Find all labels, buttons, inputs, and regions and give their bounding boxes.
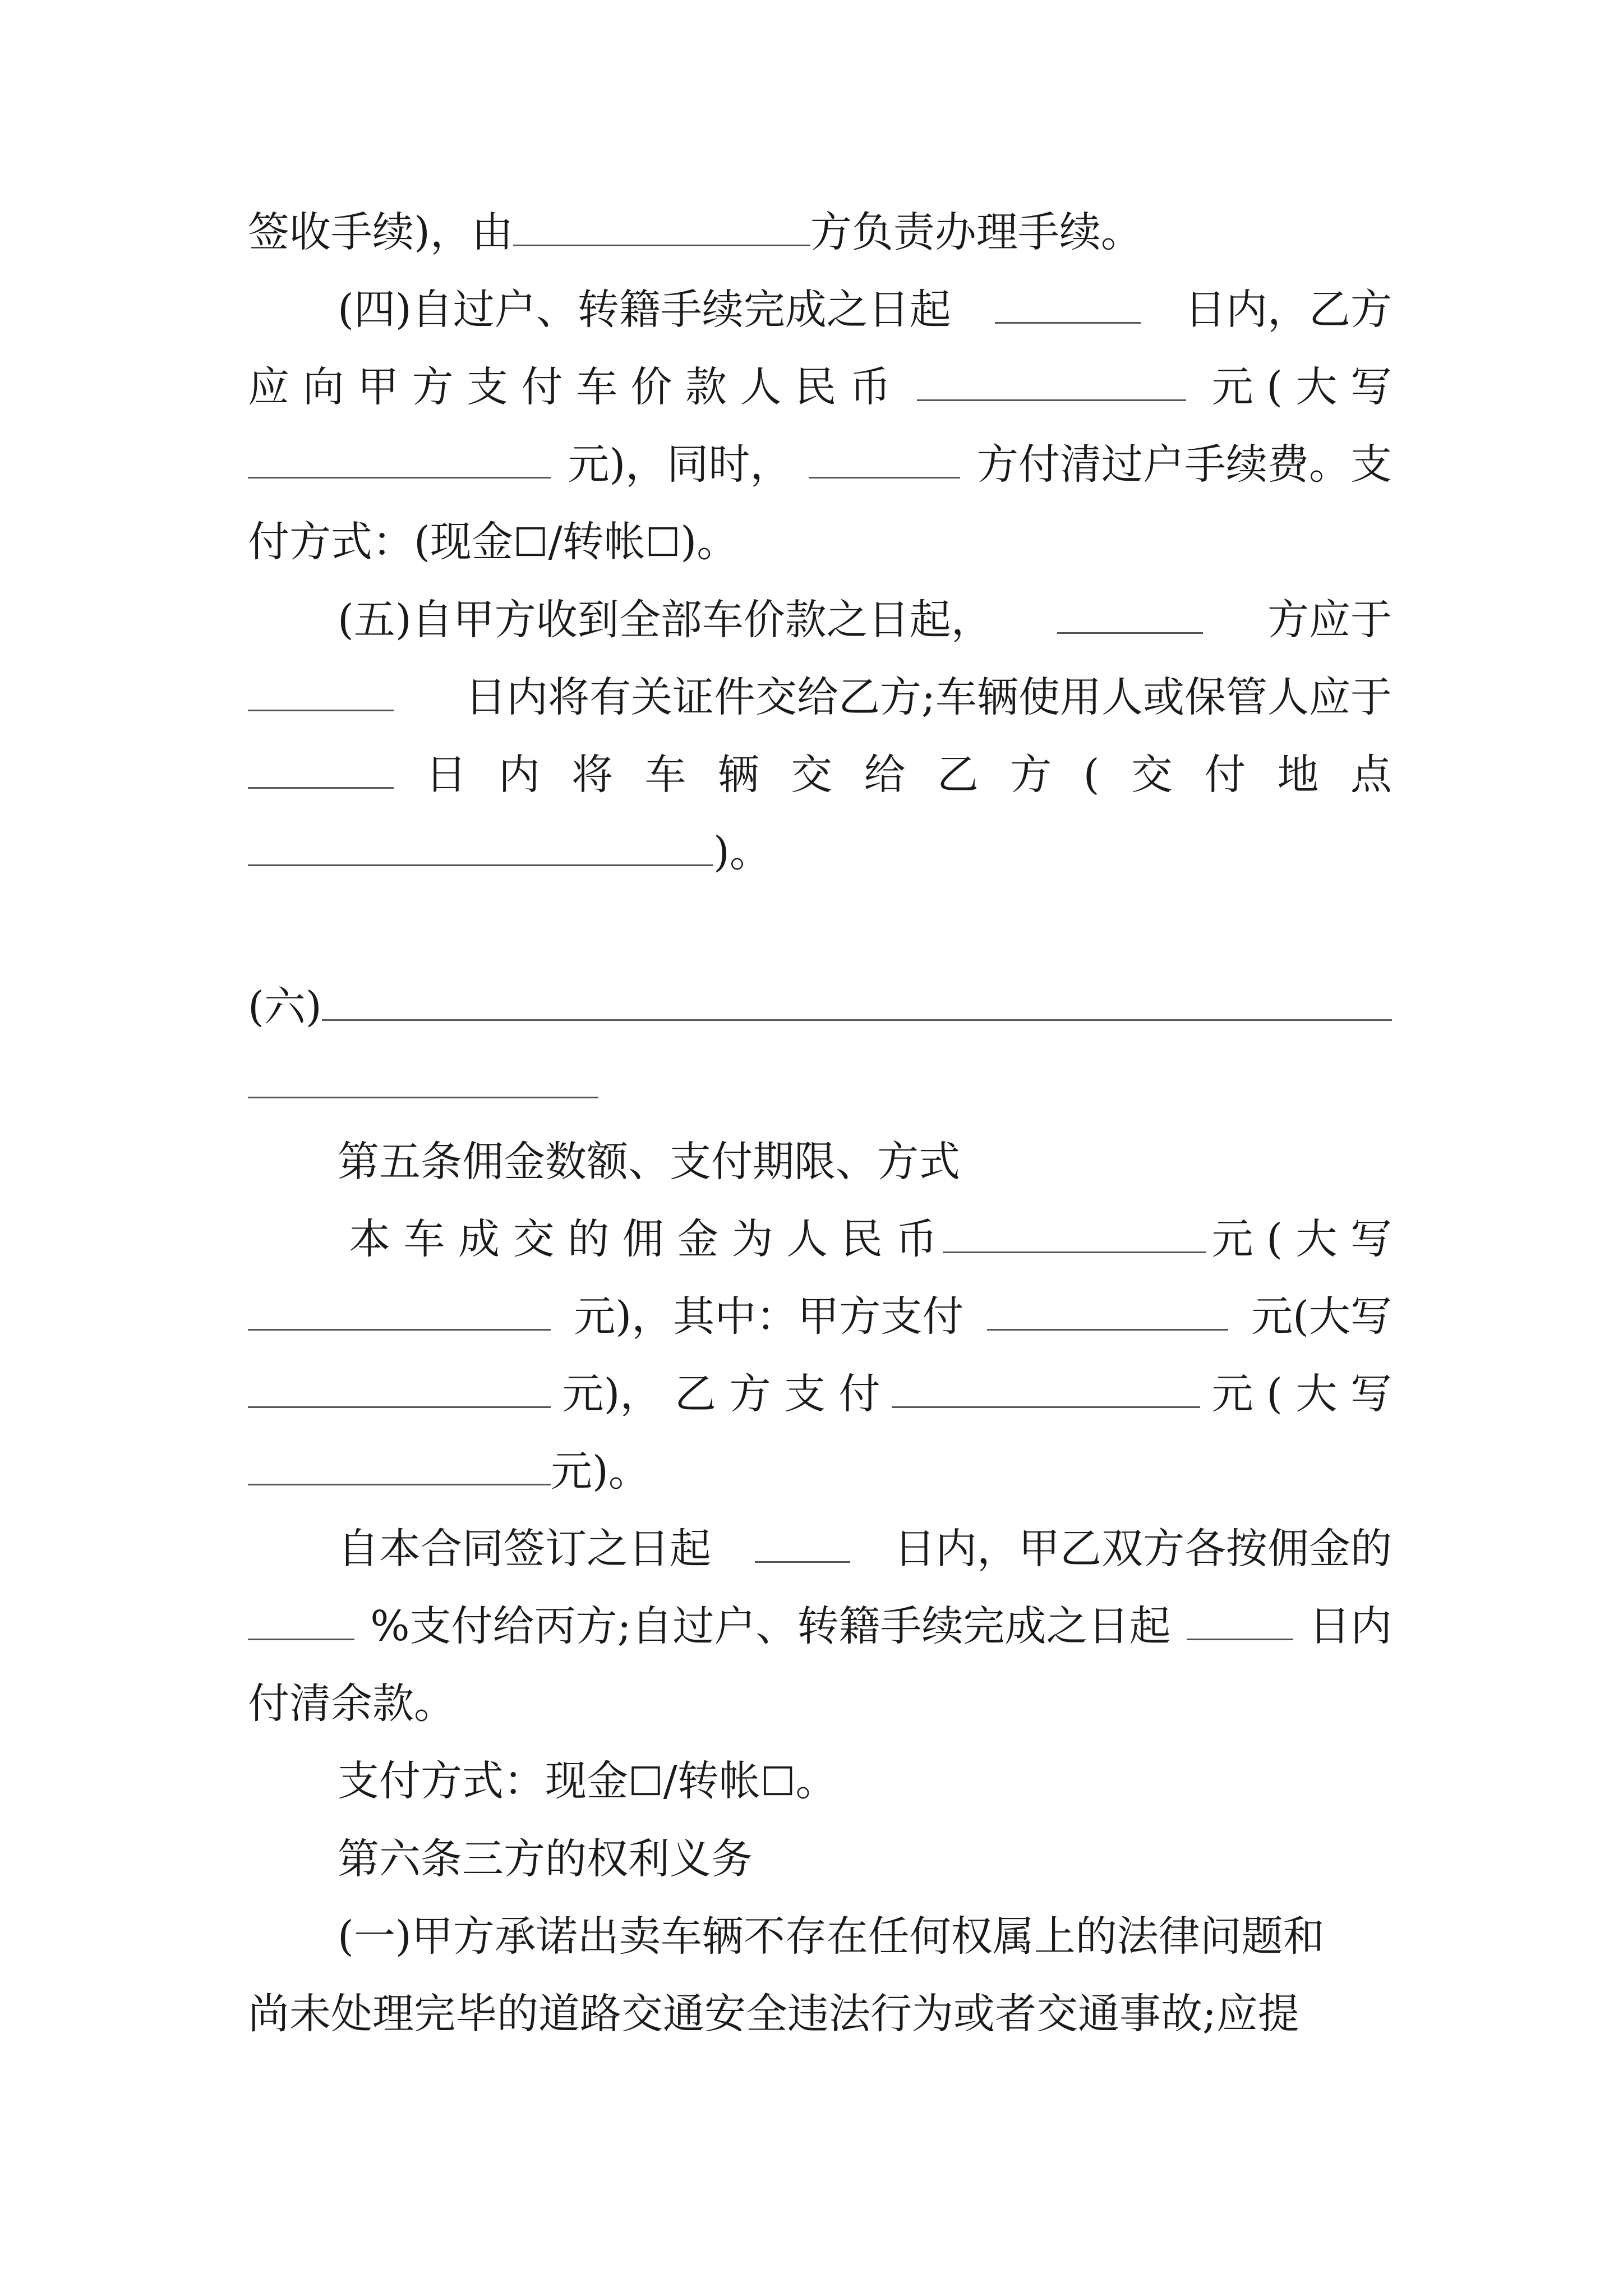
blank-line	[755, 1524, 850, 1563]
blank-line	[513, 208, 810, 246]
blank-line	[995, 285, 1141, 324]
text: 支付方式：现金	[338, 1757, 628, 1805]
para-line	[248, 1278, 1392, 1355]
blank-line	[248, 1060, 598, 1098]
blank-line	[809, 440, 960, 478]
para-line	[248, 194, 1392, 271]
para-line	[248, 348, 1392, 426]
blank-line	[987, 1292, 1228, 1331]
text: 交	[1131, 751, 1173, 799]
blank-line	[248, 750, 394, 789]
text: 元 ( 大 写	[1211, 1370, 1392, 1418]
text: /转帐	[663, 1757, 760, 1805]
text: 尚未处理完毕的道路交通安全违法行为或者交通事故;应提	[248, 1990, 1299, 2038]
text: 。	[795, 1757, 837, 1805]
para-line	[248, 1046, 1392, 1123]
blank-line	[248, 1292, 551, 1331]
blank-line	[892, 1369, 1200, 1408]
blank-line	[1057, 595, 1203, 634]
para-line	[248, 581, 1392, 659]
text: 方	[1010, 751, 1052, 799]
text: (四)自过户、转籍手续完成之日起	[338, 286, 951, 334]
para-line	[248, 1433, 1392, 1510]
text: 元)， 乙 方 支 付	[562, 1370, 880, 1418]
text: 第五条佣金数额、支付期限、方式	[338, 1138, 960, 1186]
text: 辆	[717, 751, 759, 799]
para-line	[248, 1510, 1392, 1588]
blank-line	[248, 827, 713, 866]
text: 元(大写	[1251, 1292, 1392, 1341]
blank-line	[248, 1602, 354, 1640]
para-line	[248, 1665, 1392, 1742]
para-line	[248, 968, 1392, 1046]
text: 给	[864, 751, 906, 799]
para-line	[248, 813, 1392, 891]
para-line	[248, 1200, 1392, 1278]
contract-text	[248, 194, 1392, 2053]
text: 点	[1350, 751, 1392, 799]
text: %支付给丙方;自过户、转籍手续完成之日起	[370, 1602, 1171, 1650]
text: 日	[425, 751, 467, 799]
para-line	[248, 736, 1392, 813]
text: 付清余款。	[248, 1680, 455, 1728]
text: 日内	[1309, 1602, 1392, 1650]
text: /转帐	[548, 518, 645, 566]
text: 日内，甲乙双方各按佣金的	[894, 1525, 1392, 1573]
blank-line	[917, 362, 1186, 401]
checkbox-icon: ☐	[513, 519, 548, 565]
text: (六)	[248, 983, 322, 1031]
text: 付方式：(现金	[248, 518, 513, 566]
text: )。	[680, 518, 739, 566]
text: 自本合同签订之日起	[338, 1525, 711, 1573]
text: 签收手续)，由	[248, 208, 513, 256]
text: 方付清过户手续费。支	[977, 440, 1392, 489]
text: 方负责办理手续。	[810, 208, 1142, 256]
para-line	[248, 271, 1392, 348]
blank-line	[322, 982, 1392, 1021]
blank-line	[248, 1369, 551, 1408]
text: (五)自甲方收到全部车价款之日起，	[338, 596, 993, 644]
text: (	[1083, 751, 1100, 799]
para-line	[248, 503, 1392, 581]
text: 本 车 成 交 的 佣 金 为 人 民 币	[349, 1215, 938, 1263]
text: (一)甲方承诺出卖车辆不存在任何权属上的法律问题和	[338, 1912, 1325, 1961]
text: 第六条三方的权利义务	[338, 1835, 753, 1883]
blank-line	[943, 1214, 1206, 1253]
blank-line	[248, 440, 551, 478]
blank-line	[248, 673, 394, 711]
blank-line	[1187, 1602, 1293, 1640]
text: 交	[791, 751, 833, 799]
checkbox-icon: ☐	[628, 1759, 663, 1805]
text: 将	[571, 751, 614, 799]
article-6-title	[248, 1820, 1392, 1898]
text: 应 向 甲 方 支 付 车 价 款 人 民 币	[248, 363, 891, 411]
text: 内	[498, 751, 540, 799]
checkbox-icon: ☐	[645, 519, 681, 565]
para-line	[248, 1355, 1392, 1433]
blank-line	[248, 1447, 551, 1485]
para-line	[248, 1898, 1392, 1975]
text: 乙	[937, 751, 979, 799]
text: 日内，乙方	[1184, 286, 1392, 334]
para-line	[248, 659, 1392, 736]
para-line	[248, 1975, 1392, 2053]
text: 方应于	[1267, 596, 1392, 644]
article-5-title	[248, 1123, 1392, 1200]
text: 元)，同时，	[568, 440, 792, 489]
text: 车	[644, 751, 686, 799]
text: )。	[713, 828, 771, 876]
text: 付	[1204, 751, 1246, 799]
text: 元 ( 大 写	[1211, 363, 1392, 411]
text: 元 ( 大 写	[1211, 1215, 1392, 1263]
para-line	[248, 1742, 1392, 1820]
para-line	[248, 1588, 1392, 1665]
spacer	[248, 891, 1392, 968]
text: 日内将有关证件交给乙方;车辆使用人或保管人应于	[465, 673, 1392, 721]
text: 元)，其中：甲方支付	[574, 1292, 964, 1341]
para-line	[248, 426, 1392, 503]
text: 地	[1277, 751, 1319, 799]
text: 元)。	[551, 1447, 650, 1496]
checkbox-icon: ☐	[760, 1759, 796, 1805]
